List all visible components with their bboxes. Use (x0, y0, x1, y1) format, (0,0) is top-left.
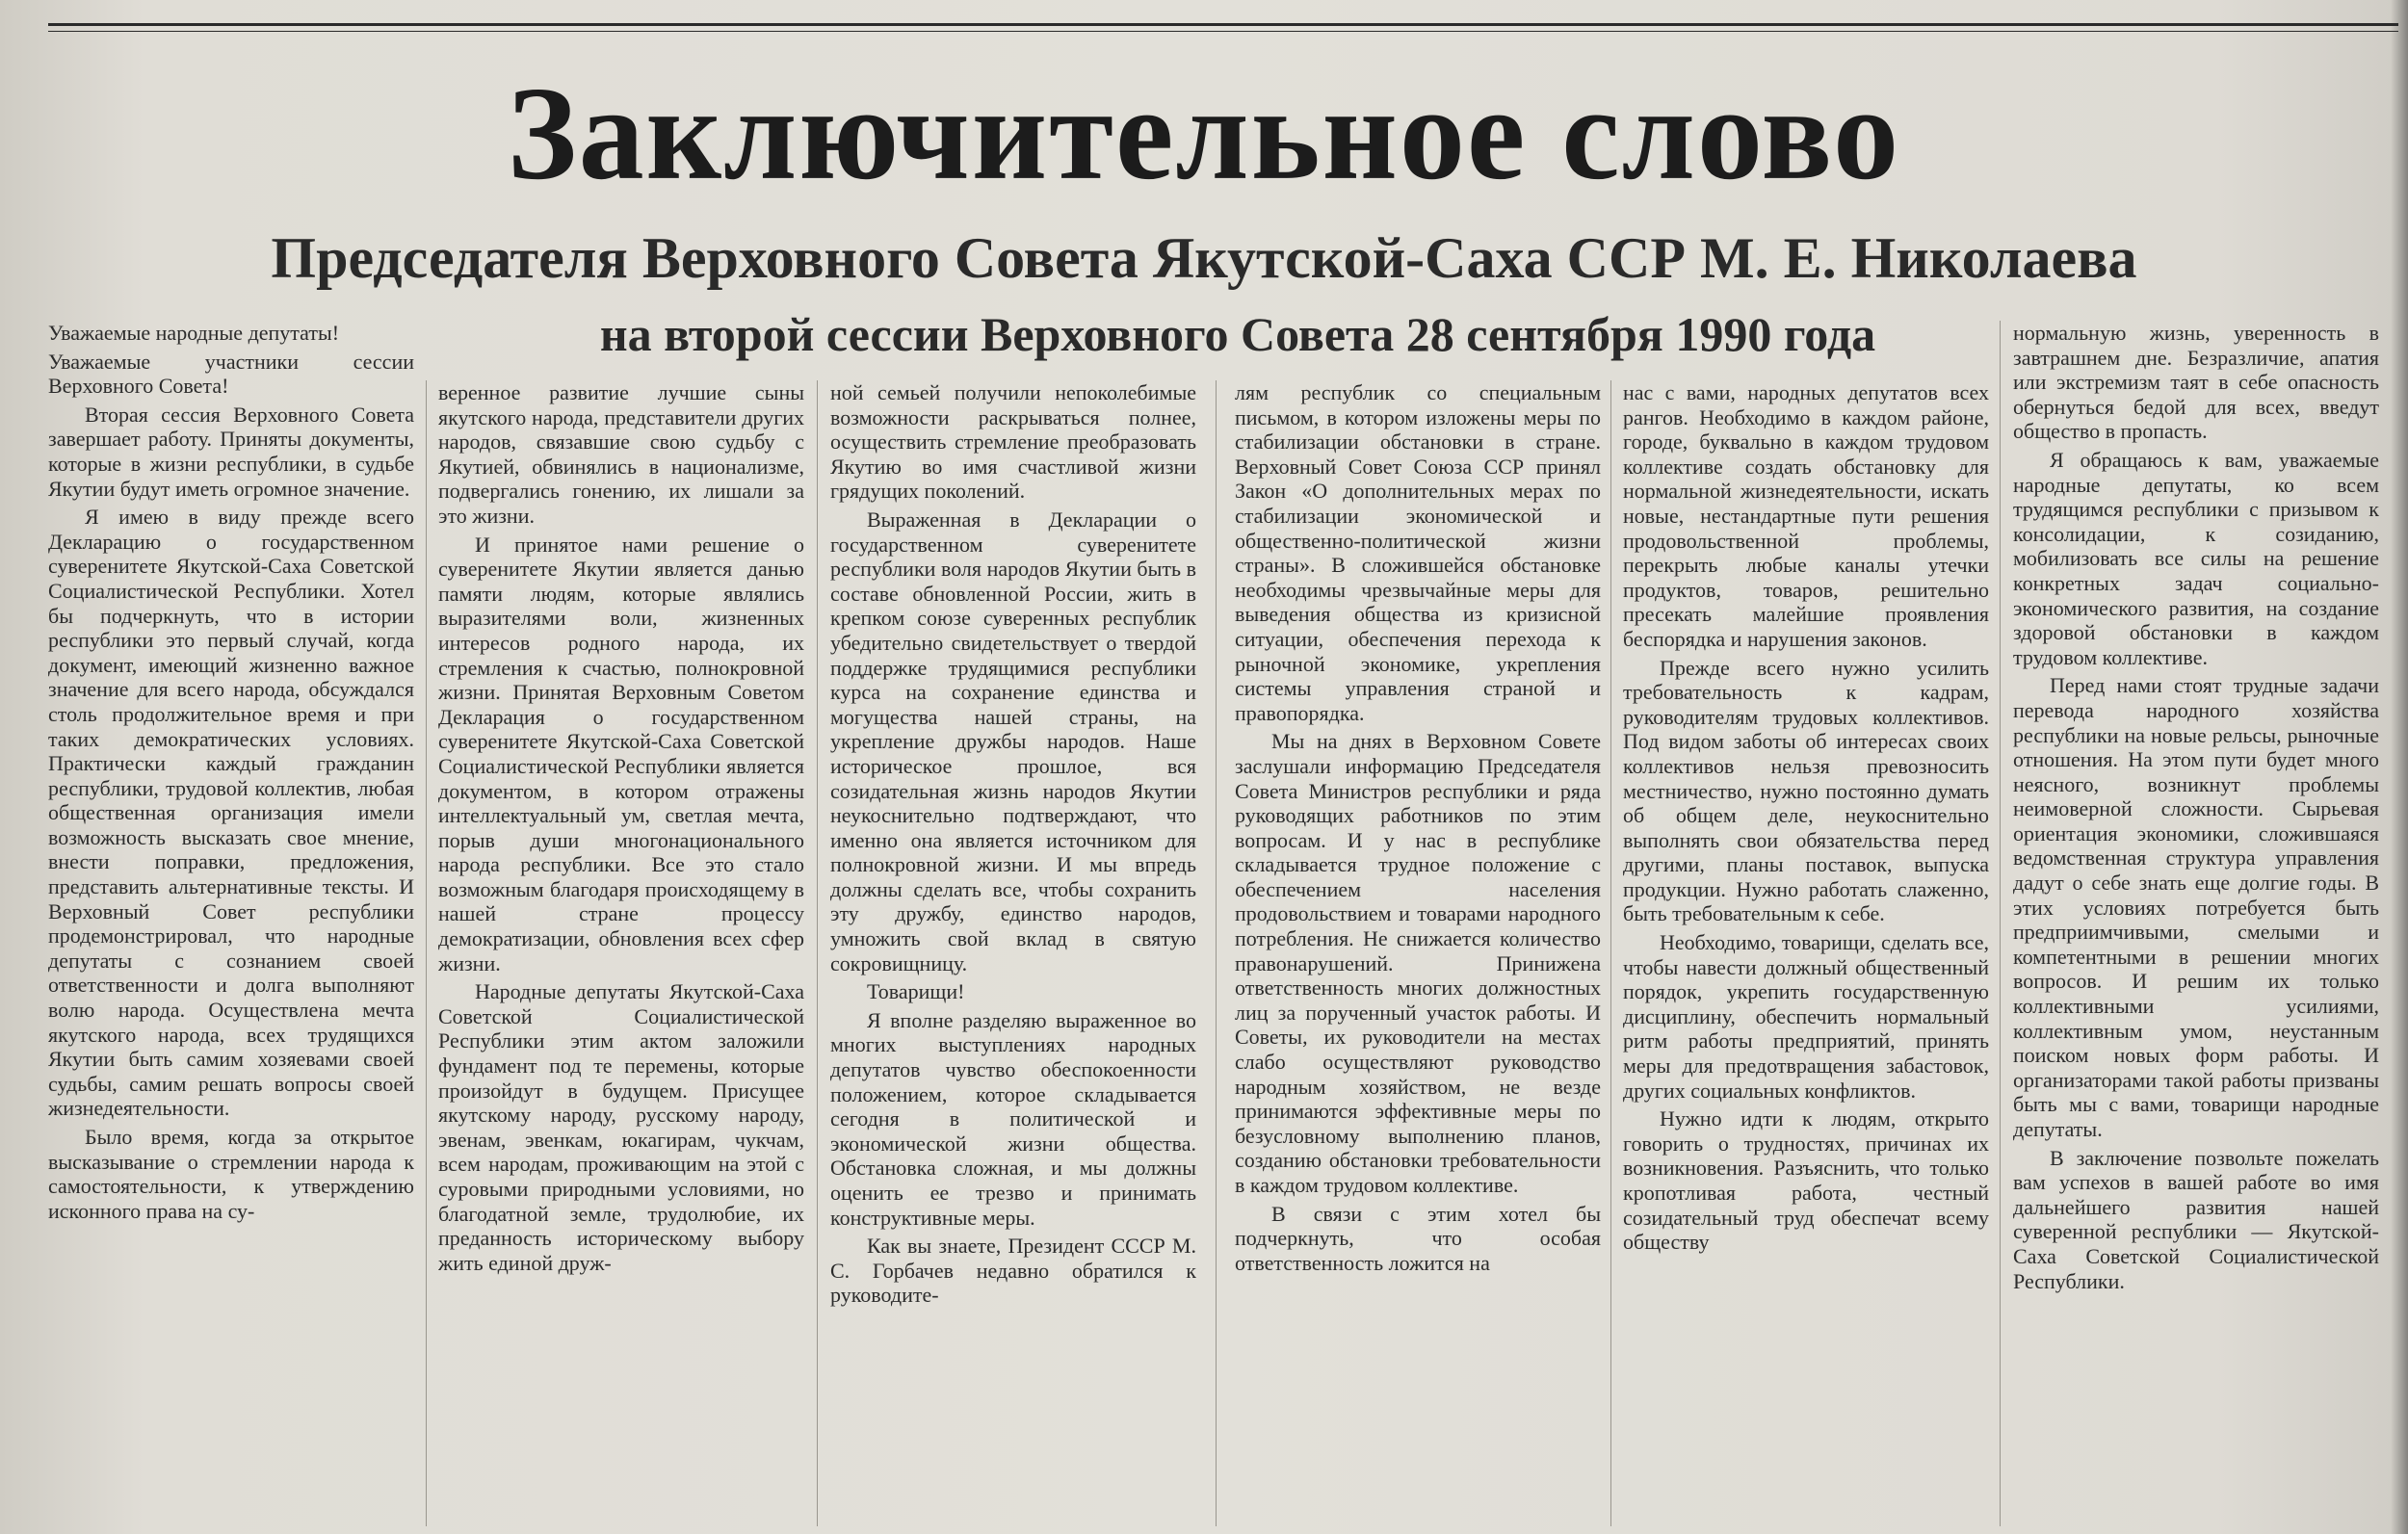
column-divider (817, 380, 818, 1526)
paragraph: веренное развитие лучшие сыны якутского народа, представители других народов, связавшие свою судьбу с Якутией, обвинялись в национализме, подвергались гонению, их лишали за это жизни. (438, 380, 804, 528)
article-column-2 (438, 380, 804, 1528)
article-column-4 (1235, 380, 1601, 1528)
address-comrades: Товарищи! (867, 979, 965, 1004)
paragraph: ной семьей получили непоколебимые возможности раскрываться полнее, осуществить стремление преобразовать Якутию во имя счастливой жизни грядущих поколений. (830, 380, 1196, 504)
paragraph: Было время, когда за открытое высказывание о стремлении народа к самостоятельности, к утверждению исконного права на су- (48, 1125, 414, 1223)
column-divider (426, 380, 427, 1526)
paragraph: Прежде всего нужно усилить требовательность к кадрам, руководителям трудовых коллективов. Под видом заботы об интересах своих коллективов нельзя превозносить местничество, нужно постоянно думать об общем деле, неукоснительно выполнять свои обязательства перед другими, планы поставок, выпуска продукции. Нужно работать слаженно, быть требовательным к себе. (1623, 655, 1989, 926)
paragraph: Как вы знаете, Президент СССР М. С. Горбачев недавно обратился к руководите- (830, 1234, 1196, 1308)
paragraph: Вторая сессия Верховного Совета завершает работу. Приняты документы, которые в жизни республики, в судьбе Якутии будут иметь огромное значение. (48, 402, 414, 501)
paragraph: Я имею в виду прежде всего Декларацию о государственном суверенитете Якутской-Саха Советской Социалистической Республики. Хотел бы подчеркнуть, что в истории республики это первый случай, когда документ, имеющий жизненно важное значение для всего народа, обсуждался столь продолжительное время и при таких демократических условиях. Практически каждый гражданин республики, трудовой коллектив, любая общественная организация имели возможность высказать свое мнение, внести поправки, предложения, представить альтернативные тексты. И Верховный Совет республики продемонстрировал, что народные депутаты с сознанием своей ответственности и долга выполняют волю народа. Осуществлена мечта якутского народа, всех трудящихся Якутии быть самим хозяевами своей судьбы, самим решать вопросы своей жизнедеятельности. (48, 505, 414, 1121)
article-column-6 (2013, 321, 2379, 1526)
article-column-3 (830, 380, 1196, 1528)
paragraph: Я обращаюсь к вам, уважаемые народные депутаты, ко всем трудящимся республики с призывом к консолидации, к созиданию, мобилизовать все силы на решение конкретных задач социально-экономического развития, на создание здоровой обстановки в каждом трудовом коллективе. (2013, 447, 2379, 669)
paragraph: Мы на днях в Верховном Совете заслушали информацию Председателя Совета Министров республики и ряда руководящих работников по этим вопросам. И у нас в республике складывается трудное положение с обеспечением населения продовольствием и товарами народного потребления. Не снижается количество правонарушений. Принижена ответственность многих должностных лиц за порученный участок работы. И Советы, их руководители на местах слабо осуществляют руководство народным хозяйством, не везде принимаются эффективные меры по безусловному выполнению планов, созданию обстановки требовательности в каждом трудовом коллективе. (1235, 729, 1601, 1197)
paragraph: нас с вами, народных депутатов всех рангов. Необходимо в каждом районе, городе, буквально в каждом трудовом коллективе создать обстановку для нормальной жизнедеятельности, искать новые, нестандартные пути решения продовольственной проблемы, перекрыть любые каналы утечки продуктов, товаров, решительно пресекать малейшие проявления беспорядка и нарушения законов. (1623, 380, 1989, 651)
column-divider (1610, 380, 1611, 1526)
paragraph: Необходимо, товарищи, сделать все, чтобы навести должный общественный порядок, укрепить государственную дисциплину, обеспечить нормальный ритм работы предприятий, принять меры для предотвращения забастовок, других социальных конфликтов. (1623, 930, 1989, 1103)
article-column-5 (1623, 380, 1989, 1528)
paragraph: И принятое нами решение о суверенитете Якутии является данью памяти людям, которые являлись выразителями воли, жизненных интересов родного народа, их стремления к счастью, полнокровной жизни. Принятая Верховным Советом Декларация о государственном суверенитете Якутской-Саха Советской Социалистической Республики является документом, в котором отражены интеллектуальный ум, светлая мечта, порыв души многонационального народа республики. Все это стало возможным благодаря происходящему в нашей стране процессу демократизации, обновления всех сфер жизни. (438, 532, 804, 975)
page-edge-shadow (2391, 0, 2408, 1534)
paragraph: Перед нами стоят трудные задачи перевода народного хозяйства республики на новые рельсы, рыночные отношения. На этом пути будет много неясного, возникнут проблемы неимоверной сложности. Сырьевая ориентация экономики, сложившаяся ведомственная структура управления дадут о себе знать еще долгие годы. В этих условиях потребуется быть предприимчивыми, смелыми и компетентными в решении многих вопросов. И решим их только коллективными усилиями, коллективным умом, неустанным поиском новых форм работы. И организаторами такой работы призваны быть мы с вами, товарищи народные депутаты. (2013, 673, 2379, 1141)
paragraph: Я вполне разделяю выраженное во многих выступлениях народных депутатов чувство обеспокоенности положением, которое складывается сегодня в политической и экономической жизни общества. Обстановка сложная, и мы должны оценить ее трезво и принимать конструктивные меры. (830, 1007, 1196, 1230)
article-column-1 (48, 321, 414, 1526)
paragraph: Нужно идти к людям, открыто говорить о трудностях, причинах их возникновения. Разъяснить, что только кропотливая работа, честный созидательный труд обеспечат всему обществу (1623, 1106, 1989, 1255)
headline: Заключительное слово (507, 60, 1901, 208)
paragraph: нормальную жизнь, уверенность в завтрашнем дне. Безразличие, апатия или экстремизм таят в себе опасность обернуться бедой для всех, введут общество в пропасть. (2013, 321, 2379, 444)
paragraph: лям республик со специальным письмом, в котором изложены меры по стабилизации обстановки в стране. Верховный Совет Союза ССР принял Закон «О дополнительных мерах по стабилизации экономической и общественно-политической жизни страны». В сложившейся обстановке необходимы чрезвычайные меры для выведения общества из кризисной ситуации, обеспечения перехода к рыночной экономике, укрепления системы управления страной и правопорядка. (1235, 380, 1601, 725)
column-divider (2000, 321, 2001, 1526)
paragraph: В связи с этим хотел бы подчеркнуть, что особая ответственность ложится на (1235, 1201, 1601, 1275)
closing-paragraph: В заключение позвольте пожелать вам успехов в вашей работе во имя дальнейшего развития нашей суверенной республики — Якутской-Саха Советской Социалистической Республики. (2013, 1145, 2379, 1293)
top-rule (48, 23, 2398, 26)
column-divider (1216, 380, 1217, 1526)
greeting-participants: Уважаемые участники сессии Верховного Совета! (48, 349, 414, 399)
greeting-deputies: Уважаемые народные депутаты! (48, 321, 340, 345)
top-rule-thin (48, 31, 2398, 32)
subtitle-line-1: Председателя Верховного Совета Якутской-Саха ССР М. Е. Николаева (271, 226, 2137, 290)
subtitle-line-2: на второй сессии Верховного Совета 28 сентября 1990 года (599, 307, 1876, 361)
paragraph: Народные депутаты Якутской-Саха Советской Социалистической Республики этим актом заложили фундамент под те перемены, которые произойдут в будущем. Присущее якутскому народу, русскому народу, эвенам, эвенкам, юкагирам, чукчам, всем народам, проживающим на этой с суровыми природными условиями, но благодатной земле, трудолюбие, их преданность историческому выбору жить единой друж- (438, 979, 804, 1275)
paragraph: Выраженная в Декларации о государственном суверенитете республики воля народов Якутии быть в составе обновленной России, жить в крепком союзе суверенных республик убедительно свидетельствует о твердой поддержке трудящимися республики курса на сохранение единства и могущества нашей страны, на укрепление дружбы народов. Наше историческое прошлое, вся созидательная жизнь народов Якутии неукоснительно подтверждают, что именно она является источником для полнокровной жизни. И мы впредь должны сделать все, чтобы сохранить эту дружбу, единство народов, умножить свой вклад в святую сокровищницу. (830, 507, 1196, 975)
